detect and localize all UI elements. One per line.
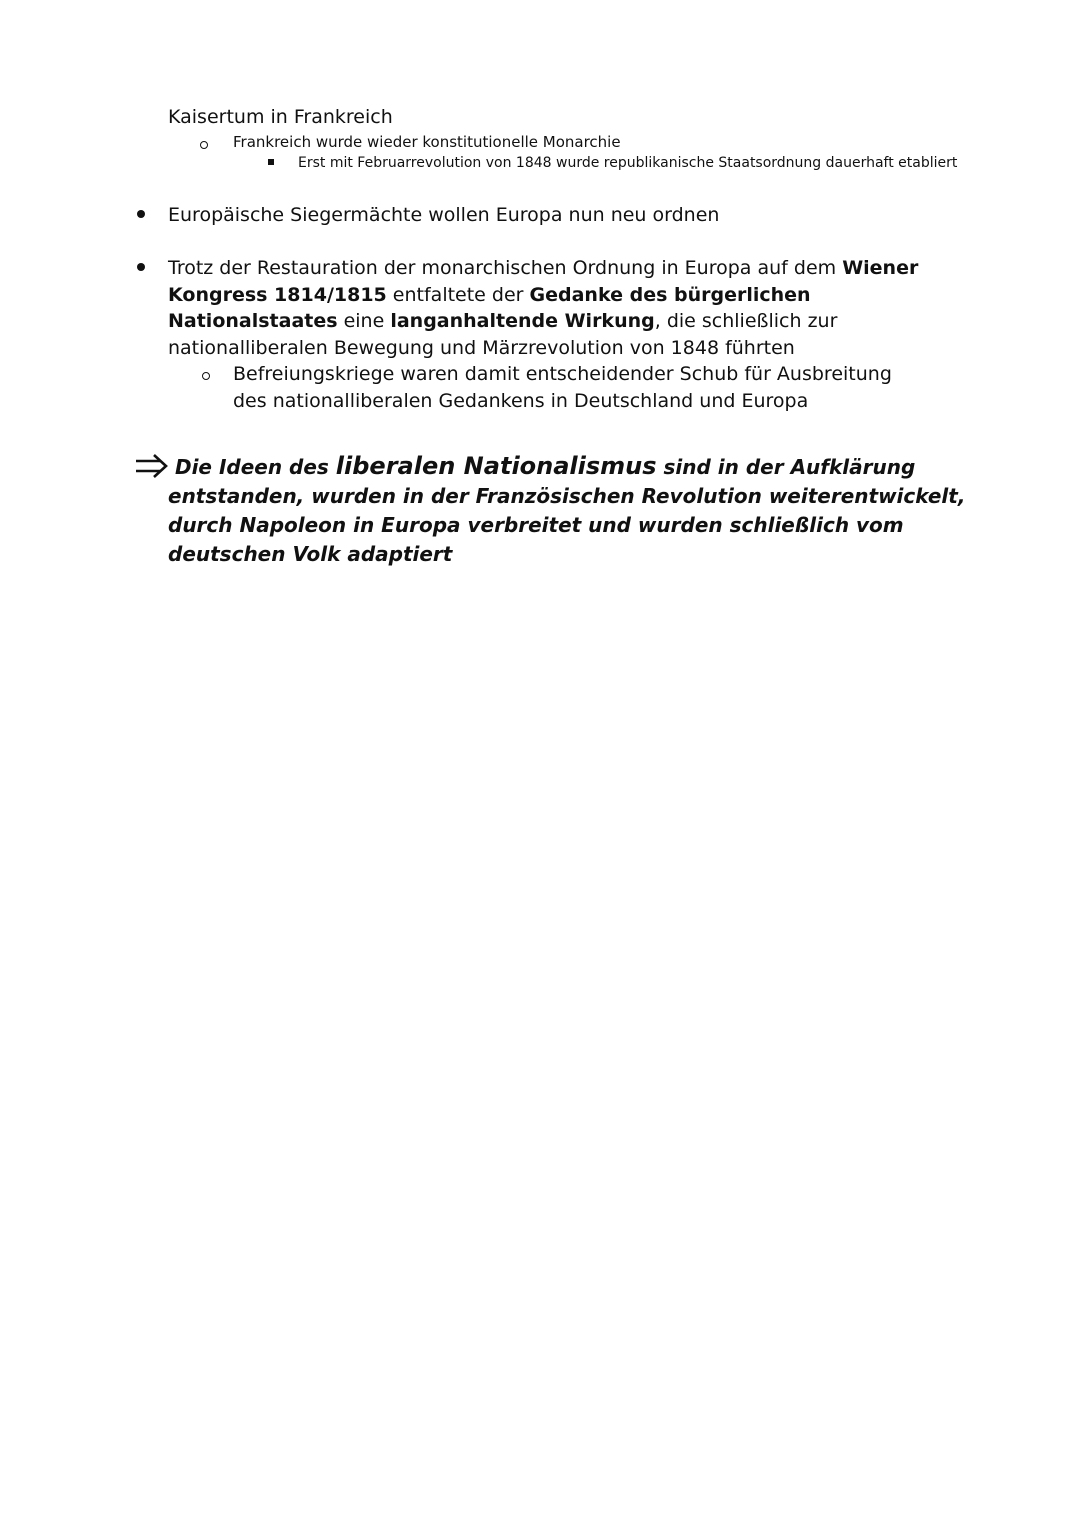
conclusion-text: Die Ideen des liberalen Nationalismus sind in der Aufklärung entstanden, wurden in der Französischen Revolution weiterentwickelt, durch Napoleon in Europa verbreitet und wurden schließlich vom deutschen Volk adaptiert [168, 452, 966, 566]
bullet-paragraph: Trotz der Restauration der monarchischen Ordnung in Europa auf dem Wiener Kongress 1814/1815 entfaltete der Gedanke des bürgerlichen Nationalstaates eine langanhaltende Wirkung, die schließlich zur nationalliberalen Bewegung und Märzrevolution von 1848 führten [168, 257, 919, 359]
square-bullet-icon [268, 159, 274, 165]
sub-item-text: Befreiungskriege waren damit entscheidender Schub für Ausbreitung des nationalliberalen Gedankens in Deutschland und Europa [233, 363, 892, 412]
bold-term: Gedanke des bürgerlichen Nationalstaates [168, 283, 811, 332]
bullet-icon [137, 210, 145, 218]
sub-item-text: Frankreich wurde wieder konstitutionelle Monarchie [233, 133, 621, 151]
bold-term: Wiener Kongress 1814/1815 [168, 257, 919, 306]
double-arrow-icon [134, 452, 170, 480]
circle-bullet-icon [202, 372, 210, 380]
circle-bullet-icon [200, 141, 208, 149]
bullet-icon [137, 263, 145, 271]
bullet-text: Europäische Siegermächte wollen Europa nun neu ordnen [168, 204, 720, 226]
continuation-line: Kaisertum in Frankreich [168, 106, 393, 128]
subsub-item-text: Erst mit Februarrevolution von 1848 wurde republikanische Staatsordnung dauerhaft etabliert [298, 155, 958, 171]
key-term: liberalen Nationalismus [335, 452, 657, 480]
bold-term: langanhaltende Wirkung [390, 310, 655, 332]
